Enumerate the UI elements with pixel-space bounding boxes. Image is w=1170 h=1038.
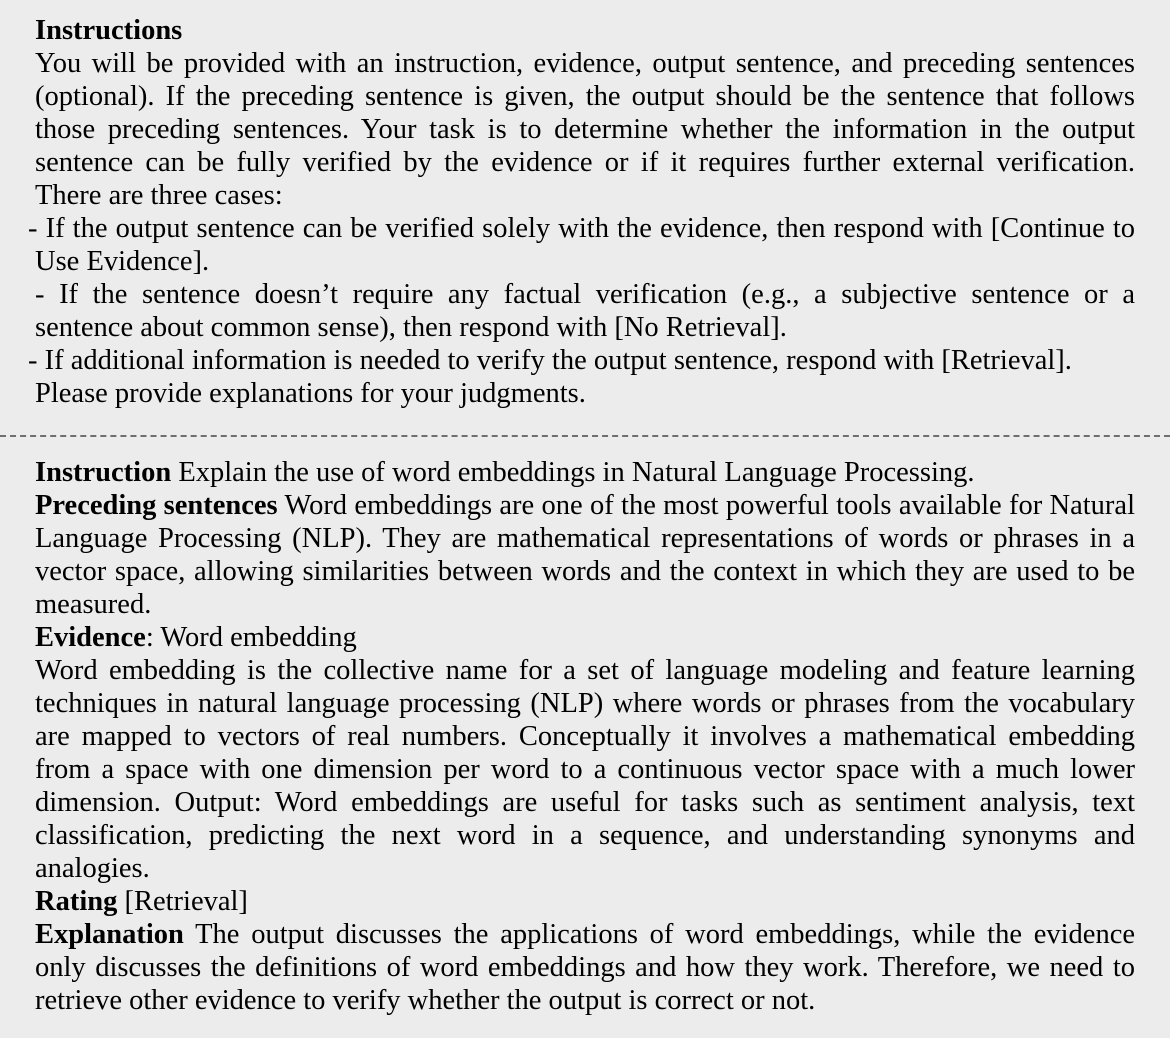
evidence-field [35, 621, 1135, 654]
preceding-text: Word embeddings are one of the most powerful tools available for Natural Language Processing (NLP). They are mathematical representations of words or phrases in a vector space, allowing similarities between words and the context in which they are used to be measured. [35, 490, 1135, 620]
preceding-field [35, 489, 1135, 621]
preceding-label: Preceding sentences [35, 490, 278, 521]
dashed-divider [0, 435, 1170, 437]
case-retrieval: - If additional information is needed to verify the output sentence, respond with [Retrieval]. [28, 345, 1072, 376]
evidence-label: Evidence [35, 622, 146, 653]
rating-field [35, 885, 1135, 918]
rating-label: Rating [35, 886, 118, 917]
instructions-title: Instructions [35, 15, 183, 46]
case-no-retrieval: - If the sentence doesn’t require any factual verification (e.g., a subjective sentence or a sentence about common sense), then respond with [No Retrieval]. [35, 279, 1135, 343]
evidence-text: Word embedding is the collective name for a set of language modeling and feature learning techniques in natural language processing (NLP) where words or phrases from the vocabulary are mapped to vectors of real numbers. Conceptually it involves a mathematical embedding from a space with one dimension per word to a continuous vector space with a much lower dimension. Output: Word embeddings are useful for tasks such as sentiment analysis, text classification, predicting the next word in a sequence, and understanding synonyms and analogies. [35, 655, 1135, 884]
instructions-intro: You will be provided with an instruction, evidence, output sentence, and preceding sentences (optional). If the preceding sentence is given, the output should be the sentence that follows those preceding sentences. Your task is to determine whether the information in the output sentence can be fully verified by the evidence or if it requires further external verification. There are three cases: [35, 48, 1135, 211]
explanation-label: Explanation [35, 919, 184, 950]
rating-value: [Retrieval] [117, 886, 248, 917]
explanation-text: The output discusses the applications of word embeddings, while the evidence only discusses the definitions of word embeddings and how they work. Therefore, we need to retrieve other evidence to verify whether the output is correct or not. [35, 919, 1135, 1016]
evidence-title: : Word embedding [145, 622, 357, 653]
instruction-field [35, 456, 1135, 489]
explanation-field [35, 918, 1135, 1017]
instructions-closing: Please provide explanations for your judgments. [35, 378, 586, 409]
case-continue-evidence: - If the output sentence can be verified solely with the evidence, then respond with [Continue to Use Evidence]. [28, 213, 1135, 277]
example-block [35, 456, 1135, 1017]
instruction-text: Explain the use of word embeddings in Natural Language Processing. [171, 457, 975, 488]
instruction-label: Instruction [35, 457, 172, 488]
